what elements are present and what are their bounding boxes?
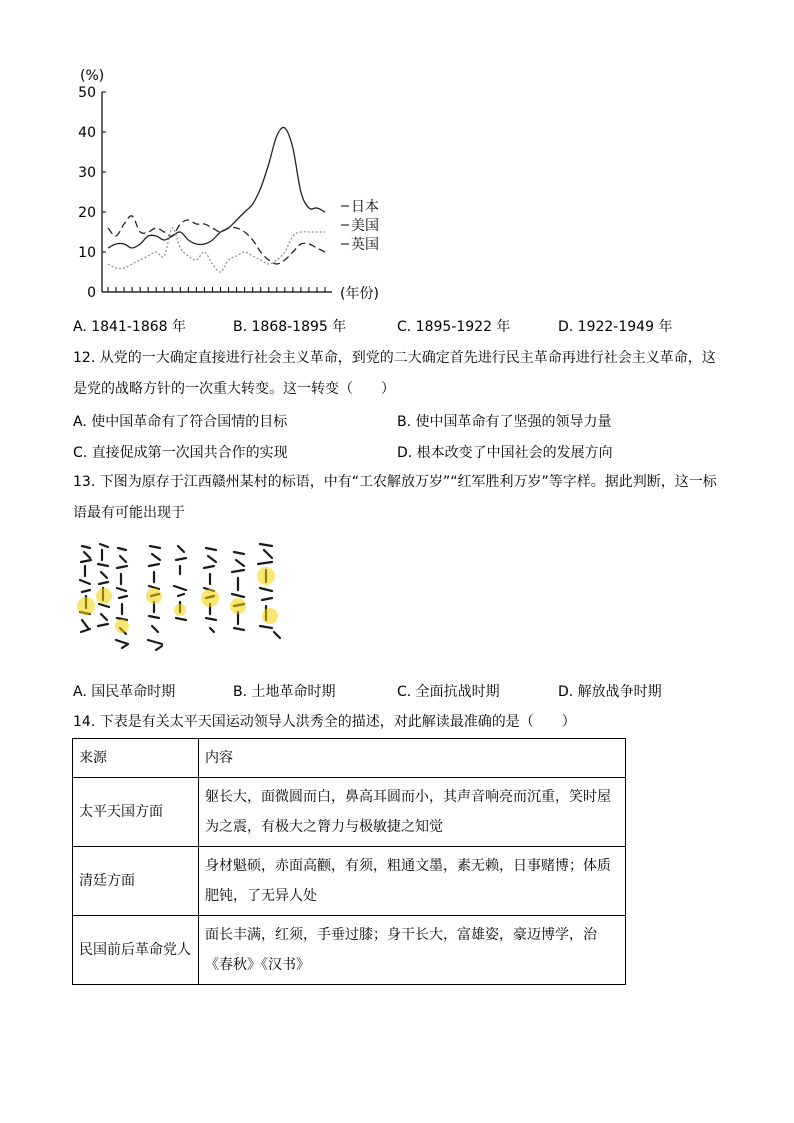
- row-source: 民国前后革命党人: [73, 916, 199, 985]
- row-content: 身材魁硕，赤面高颧，有须，粗通文墨，素无赖，日事赌博；体质肥钝，了无异人处: [199, 847, 626, 916]
- table-row: [73, 916, 626, 985]
- y-tick-label: 0: [87, 285, 96, 301]
- y-tick-label: 10: [78, 245, 96, 261]
- series-line-3: [108, 228, 325, 272]
- q13-option-a[interactable]: A. 国民革命时期: [73, 684, 176, 700]
- table-row: [73, 778, 626, 847]
- hong-xiuquan-description-table: [72, 738, 626, 985]
- header-content: 内容: [199, 739, 626, 778]
- q11-option-a[interactable]: A. 1841-1868 年: [73, 319, 186, 335]
- y-tick-label: 30: [78, 165, 96, 181]
- q14-stem: 14. 下表是有关太平天国运动领导人洪秀全的描述，对此解读最准确的是（ ）: [73, 714, 576, 730]
- slogan-photo: [70, 536, 292, 661]
- q11-option-d[interactable]: D. 1922-1949 年: [558, 319, 673, 335]
- series-line-2: [108, 216, 325, 264]
- y-tick-label: 50: [78, 85, 96, 101]
- q13-option-b[interactable]: B. 土地革命时期: [233, 684, 336, 700]
- series-lines: [108, 127, 325, 272]
- q12-stem: 12. 从党的一大确定直接进行社会主义革命，到党的二大确定首先进行民主革命再进行社会主义革命，这是党的战略方针的一次重大转变。这一转变（ ）: [73, 350, 716, 397]
- y-axis-unit-label: (%): [80, 68, 105, 84]
- row-source: 太平天国方面: [73, 778, 199, 847]
- legend-label: 美国: [351, 218, 379, 234]
- q11-option-b[interactable]: B. 1868-1895 年: [233, 319, 347, 335]
- legend: [341, 198, 379, 253]
- legend-label: 英国: [351, 237, 379, 253]
- x-axis-ticks: [108, 287, 325, 292]
- table-header-row: [73, 739, 626, 778]
- header-source: 来源: [73, 739, 199, 778]
- q12-option-c[interactable]: C. 直接促成第一次国共合作的实现: [73, 445, 288, 461]
- q12-option-d[interactable]: D. 根本改变了中国社会的发展方向: [397, 445, 613, 461]
- row-content: 躯长大，面微圆而白，鼻高耳圆而小，其声音响亮而沉重，笑时屋为之震，有极大之膂力与极敏捷之知觉: [199, 778, 626, 847]
- q13-option-c[interactable]: C. 全面抗战时期: [397, 684, 500, 700]
- table-row: [73, 847, 626, 916]
- q13-option-d[interactable]: D. 解放战争时期: [558, 684, 662, 700]
- q11-option-c[interactable]: C. 1895-1922 年: [397, 319, 511, 335]
- q13-stem: 13. 下图为原存于江西赣州某村的标语，中有“工农解放万岁”“红军胜利万岁”等字样。据此判断，这一标语最有可能出现于: [73, 474, 717, 521]
- percentage-line-chart: [70, 62, 400, 307]
- q12-option-b[interactable]: B. 使中国革命有了坚强的领导力量: [397, 414, 612, 430]
- legend-label: 日本: [351, 199, 379, 215]
- row-content: 面长丰满，红须，手垂过膝；身干长大，富雄姿，豪迈博学，治《春秋》《汉书》: [199, 916, 626, 985]
- q12-option-a[interactable]: A. 使中国革命有了符合国情的目标: [73, 414, 288, 430]
- y-tick-label: 40: [78, 125, 96, 141]
- y-tick-label: 20: [78, 205, 96, 221]
- x-axis-unit-label: (年份): [340, 286, 379, 302]
- row-source: 清廷方面: [73, 847, 199, 916]
